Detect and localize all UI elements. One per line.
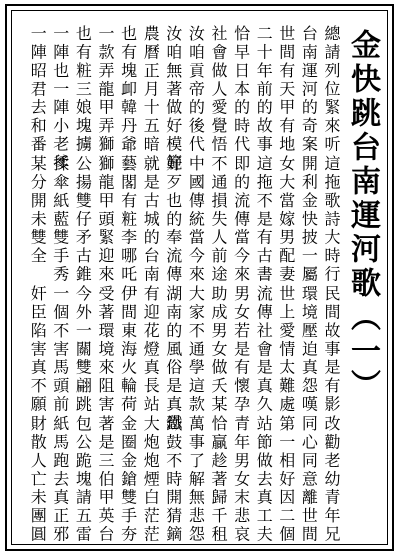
verse-line: 一陣昭君去和番: [28, 25, 48, 154]
verse-column: [252, 11, 274, 544]
verse-line: 中國傳統當今來: [186, 155, 206, 284]
verse-line: 助成男女做夭某: [209, 285, 228, 414]
verse-line: 同心同意離世間: [299, 415, 319, 544]
verse-column: [207, 11, 229, 544]
verse-line: 世間有天甲有地: [276, 25, 296, 154]
verse-line: 今外一關雙翩跳: [73, 285, 93, 414]
verse-line: 世上愛情太難處: [276, 285, 296, 414]
verse-line: 恰早日本的時代: [231, 25, 251, 154]
page-frame: [11, 10, 388, 545]
verse-line: 一個不害馬頭前: [50, 285, 70, 414]
verse-line: 包公跪塊請五雷: [73, 415, 93, 544]
verse-line: 民間故事是有影: [322, 285, 341, 414]
verse-line: 萬事了解無悲怨: [186, 415, 206, 544]
verse-column: [117, 11, 139, 544]
verse-line: 獅龍甲頭緊迎來: [96, 155, 115, 284]
verse-line: 一款弄龍甲弄獅: [96, 25, 115, 154]
verse-line: 總請列位緊來听: [322, 25, 341, 154]
verse-column: [184, 11, 206, 544]
verse-column: [71, 11, 93, 544]
verse-column: [26, 11, 48, 544]
verse-line: 金圈金鎗雙手夯: [118, 415, 138, 544]
verse-line: 青年男女末悲哀: [231, 415, 251, 544]
verse-line: 就是古城的台南: [141, 155, 161, 284]
verse-line: 伊間東海火輪荷: [118, 285, 138, 414]
verse-line: 著是三伯甲英台: [96, 415, 115, 544]
verse-line: 也有粧三娘塊擄: [73, 25, 93, 154]
verse-line: 某分開未雙全: [28, 155, 48, 266]
verse-column: [297, 11, 319, 544]
verse-line: 大家不通學這款: [186, 285, 206, 414]
verse-line: 藝閣有粧李哪吒: [118, 155, 138, 284]
verse-line: 財散人亡未團圓: [28, 415, 48, 544]
verse-line: 即的流傳當今來: [231, 155, 251, 284]
verse-line: 台南運河的奇案: [299, 25, 319, 154]
verse-line: 也有塊卹韓丹爺: [118, 25, 138, 154]
verse-line: 第一相好因二個: [276, 415, 296, 544]
verse-line: 流傳社會是真久: [254, 285, 274, 414]
verse-line: 揉傘紙藍雙手秀: [50, 155, 70, 284]
verse-column: [230, 11, 252, 544]
verse-line: 環境壓迫真怨嘆: [299, 285, 319, 414]
verse-line: 鐵鼓不時開猜鏑: [163, 415, 183, 544]
verse-column: [94, 11, 116, 544]
verse-column: [162, 11, 184, 544]
verse-line: 汝咱貢帝的後代: [186, 25, 206, 154]
verse-column: [320, 11, 342, 544]
verse-line: 這拖歌詩大時行: [322, 155, 341, 284]
verse-line: 汝咱無著做好模範: [163, 25, 183, 173]
verse-line: 改勸老幼青年兄: [322, 415, 341, 544]
verse-column: [49, 11, 71, 544]
verse-line: 二十年前的故事: [254, 25, 274, 154]
verse-line: 大炮炮煙白茫茫: [141, 415, 161, 544]
verse-line: 恰贏趁著歸千租: [209, 415, 228, 544]
verse-line: 一陣也一陣小老爹: [50, 25, 70, 173]
verse-column: [139, 11, 161, 544]
verse-line: 站節做去真工夫: [254, 415, 274, 544]
verse-line: 奸臣陷害真不願: [28, 285, 48, 414]
document-page: [5, 4, 394, 551]
verse-line: 農曆正月十五暗: [141, 25, 161, 154]
verse-line: 受著環境來阻害: [96, 285, 115, 414]
verse-line: 不通損失人前途: [209, 155, 228, 284]
verse-line: 男女若是有懷孕: [231, 285, 251, 414]
verse-line: 開利金快披一屬: [299, 155, 319, 284]
verse-line: 公揚雙仔矛古錐: [73, 155, 93, 284]
verse-line: 社會做人愛覺悟: [209, 25, 228, 154]
song-title: 金快跳台南運河歌（一）: [345, 29, 380, 403]
verse-line: 有迎花燈真長站: [141, 285, 161, 414]
verse-line: 女大當嫁男配妻: [276, 155, 296, 284]
verse-column: [275, 11, 297, 544]
verse-line: 好歹也的奉流傳: [163, 155, 183, 284]
verse-line: 這拖不是有古書: [254, 155, 274, 284]
verse-line: 湖南的風俗是真恐: [163, 285, 183, 433]
verse-line: 紙馬跑去真正邪: [50, 415, 70, 544]
